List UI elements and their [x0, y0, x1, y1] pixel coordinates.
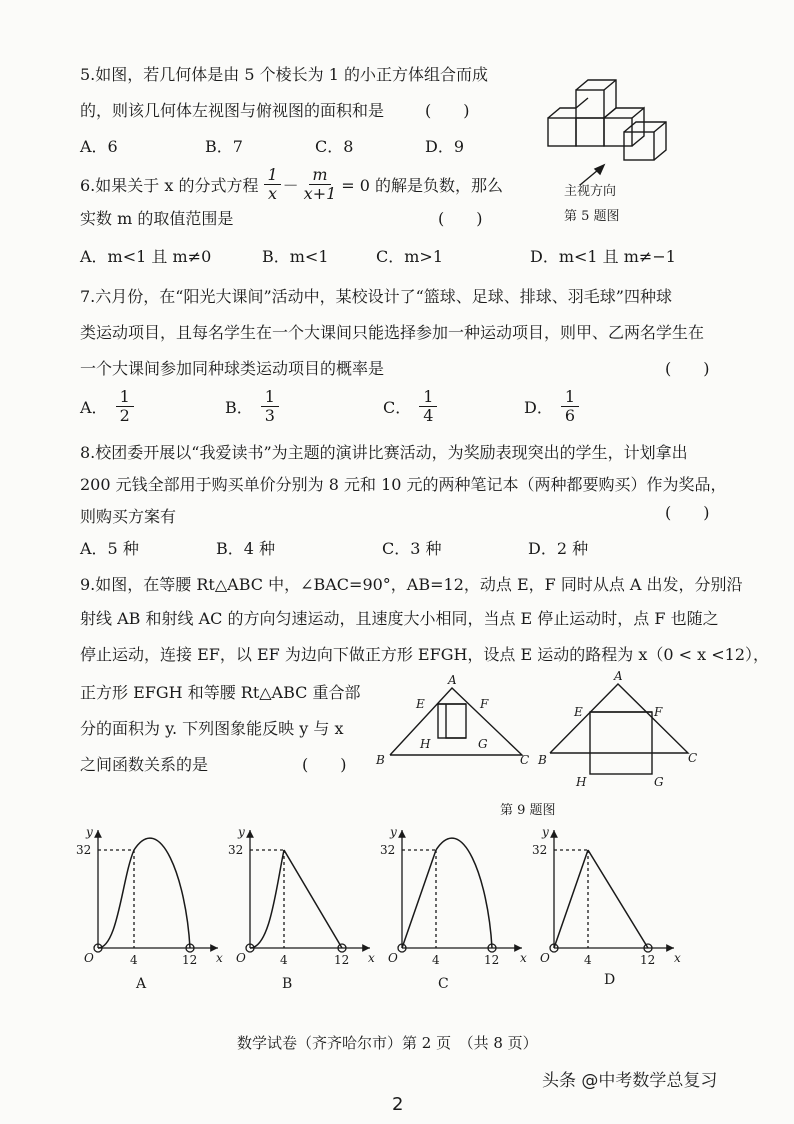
q7-option-a-num: 1 — [116, 388, 134, 407]
q5-cubes — [548, 80, 666, 185]
q6-fraction-2 — [301, 166, 340, 202]
graph-a-y-label: y — [86, 825, 93, 839]
q9-figure-2 — [550, 684, 688, 774]
q7-option-d-frac — [561, 388, 579, 426]
q6-option-d: D．m<1 且 m≠−1 — [530, 247, 676, 266]
graph-a-x-label: x — [216, 951, 223, 965]
watermark: 头条 @中考数学总复习 — [542, 1071, 718, 1091]
q5-option-b: B．7 — [205, 137, 243, 156]
q9-line6: 之间函数关系的是 — [80, 755, 209, 774]
graph-a-x-tick-12: 12 — [182, 953, 198, 967]
graph-b-x-label: x — [368, 951, 375, 965]
page-footer: 数学试卷（齐齐哈尔市）第 2 页 （共 8 页） — [237, 1034, 538, 1052]
q7-option-b — [225, 388, 279, 426]
q7-option-b-num: 1 — [261, 388, 279, 407]
q5-line2: 的，则该几何体左视图与俯视图的面积和是 — [80, 101, 385, 120]
graph-d-y-tick: 32 — [532, 843, 548, 857]
fig2-label-e: E — [574, 705, 583, 719]
q7-line1: 7.六月份，在“阳光大课间”活动中，某校设计了“篮球、足球、排球、羽毛球”四种球 — [80, 287, 672, 306]
q6-line1 — [80, 166, 503, 202]
q8-line2: 200 元钱全部用于购买单价分别为 8 元和 10 元的两种笔记本（两种都要购买）作为奖品， — [80, 475, 727, 494]
q7-option-c-num: 1 — [419, 388, 437, 407]
q9-figure-1 — [390, 688, 522, 755]
q6-frac2-den: x+1 — [303, 183, 337, 203]
graph-b-x-tick-4: 4 — [280, 953, 288, 967]
fig1-label-h: H — [420, 737, 431, 751]
graph-c-option-label: C — [438, 976, 449, 992]
q8-option-a: A．5 种 — [80, 539, 139, 558]
q7-answer-paren: ( ) — [665, 359, 710, 378]
graph-c-y-tick: 32 — [380, 843, 396, 857]
graph-c-origin: O — [388, 951, 398, 965]
q9-line3: 停止运动，连接 EF，以 EF 为边向下做正方形 EFGH，设点 E 运动的路程为 x（0 < x <12）， — [80, 645, 770, 664]
q7-line2: 类运动项目，且每名学生在一个大课间只能选择参加一种运动项目，则甲、乙两名学生在 — [80, 323, 705, 342]
q7-line3: 一个大课间参加同种球类运动项目的概率是 — [80, 359, 385, 378]
q8-answer-paren: ( ) — [665, 503, 710, 522]
q5-answer-paren: ( ) — [425, 101, 470, 120]
q7-option-b-frac — [261, 388, 279, 426]
fig2-label-f: F — [654, 705, 663, 719]
q7-option-c-label: C． — [383, 398, 412, 418]
fig2-label-h: H — [576, 775, 587, 789]
q8-option-b: B．4 种 — [216, 539, 276, 558]
fig1-label-a: A — [448, 673, 457, 687]
q9-option-graphs — [70, 818, 720, 998]
graph-b-option-label: B — [282, 976, 293, 992]
q9-line4: 正方形 EFGH 和等腰 Rt△ABC 重合部 — [80, 683, 361, 702]
fig1-label-f: F — [480, 697, 489, 711]
graph-a-option-label: A — [136, 976, 147, 992]
q7-option-a — [80, 388, 134, 426]
q6-line2: 实数 m 的取值范围是 — [80, 209, 234, 228]
q9-line5: 分的面积为 y. 下列图象能反映 y 与 x — [80, 719, 344, 738]
fig2-label-b: B — [538, 753, 547, 767]
fig2-label-c: C — [688, 751, 698, 765]
q6-prefix: 6.如果关于 x 的分式方程 — [80, 175, 259, 195]
q8-line1: 8.校团委开展以“我爱读书”为主题的演讲比赛活动，为奖励表现突出的学生，计划拿出 — [80, 443, 688, 462]
graph-a-y-tick: 32 — [76, 843, 92, 857]
q5-line1: 5.如图，若几何体是由 5 个棱长为 1 的小正方体组合而成 — [80, 65, 488, 84]
q5-option-d: D．9 — [425, 137, 465, 156]
graph-d-x-tick-12: 12 — [640, 953, 656, 967]
q5-cube-figure — [540, 70, 680, 230]
q7-option-d-den: 6 — [564, 406, 576, 426]
graph-c-x-label: x — [520, 951, 527, 965]
q6-option-b: B．m<1 — [262, 247, 329, 266]
graph-d-x-tick-4: 4 — [584, 953, 592, 967]
graph-a-x-tick-4: 4 — [130, 953, 138, 967]
q7-option-b-den: 3 — [264, 406, 275, 426]
q9-line1: 9.如图，在等腰 Rt△ABC 中，∠BAC=90°，AB=12，动点 E，F 同时从点 A 出发，分别沿 — [80, 575, 743, 594]
q6-option-a: A．m<1 且 m≠0 — [80, 247, 212, 266]
q5-option-a: A．6 — [80, 137, 118, 156]
graph-d-x-label: x — [674, 951, 681, 965]
graph-c-y-label: y — [390, 825, 397, 839]
q5-figure-caption: 第 5 题图 — [564, 209, 620, 224]
fig1-label-e: E — [416, 697, 425, 711]
q7-option-c-frac — [419, 388, 437, 426]
q9-answer-paren: ( ) — [302, 755, 347, 774]
graph-a — [94, 830, 218, 952]
graph-d-option-label: D — [604, 972, 616, 988]
q7-option-c — [383, 388, 437, 426]
graph-a-origin: O — [84, 951, 94, 965]
q7-option-d-label: D． — [524, 398, 553, 418]
q6-frac2-num: m — [309, 166, 330, 185]
q6-answer-paren: ( ) — [438, 209, 483, 228]
q7-option-a-den: 2 — [119, 406, 130, 426]
q6-option-c: C．m>1 — [376, 247, 444, 266]
fig1-label-b: B — [376, 753, 385, 767]
q5-option-c: C．8 — [315, 137, 354, 156]
q8-option-d: D．2 种 — [528, 539, 589, 558]
q7-option-a-label: A． — [80, 398, 108, 418]
graph-d-origin: O — [540, 951, 550, 965]
fig2-label-g: G — [654, 775, 664, 789]
graph-c — [398, 830, 522, 952]
page-number: 2 — [392, 1094, 404, 1115]
graph-b-y-label: y — [238, 825, 245, 839]
q7-option-c-den: 4 — [423, 406, 434, 426]
q6-minus: － — [282, 175, 299, 195]
q6-fraction-1 — [264, 166, 280, 202]
q7-option-d — [524, 388, 579, 426]
q6-frac1-num: 1 — [264, 166, 280, 185]
q9-figures — [370, 668, 710, 818]
graph-d — [550, 830, 674, 952]
q8-line3: 则购买方案有 — [80, 507, 177, 526]
graph-c-x-tick-4: 4 — [432, 953, 440, 967]
graph-b-origin: O — [236, 951, 246, 965]
q6-frac1-den: x — [268, 183, 278, 203]
q5-arrow-label: 主视方向 — [564, 184, 617, 199]
q9-line2: 射线 AB 和射线 AC 的方向匀速运动，且速度大小相同，当点 E 停止运动时，点 F 也随之 — [80, 609, 719, 628]
graph-b-y-tick: 32 — [228, 843, 244, 857]
graph-b — [246, 830, 370, 952]
fig1-label-g: G — [478, 737, 488, 751]
q8-option-c: C．3 种 — [382, 539, 442, 558]
q6-suffix: = 0 的解是负数，那么 — [341, 175, 504, 195]
graph-b-x-tick-12: 12 — [334, 953, 350, 967]
graph-d-y-label: y — [542, 825, 549, 839]
graph-c-x-tick-12: 12 — [484, 953, 500, 967]
q7-option-b-label: B． — [225, 398, 253, 418]
fig1-label-c: C — [520, 753, 530, 767]
q7-option-d-num: 1 — [561, 388, 579, 407]
q7-option-a-frac — [116, 388, 134, 426]
fig2-label-a: A — [614, 669, 623, 683]
q9-figure-caption: 第 9 题图 — [500, 803, 556, 818]
